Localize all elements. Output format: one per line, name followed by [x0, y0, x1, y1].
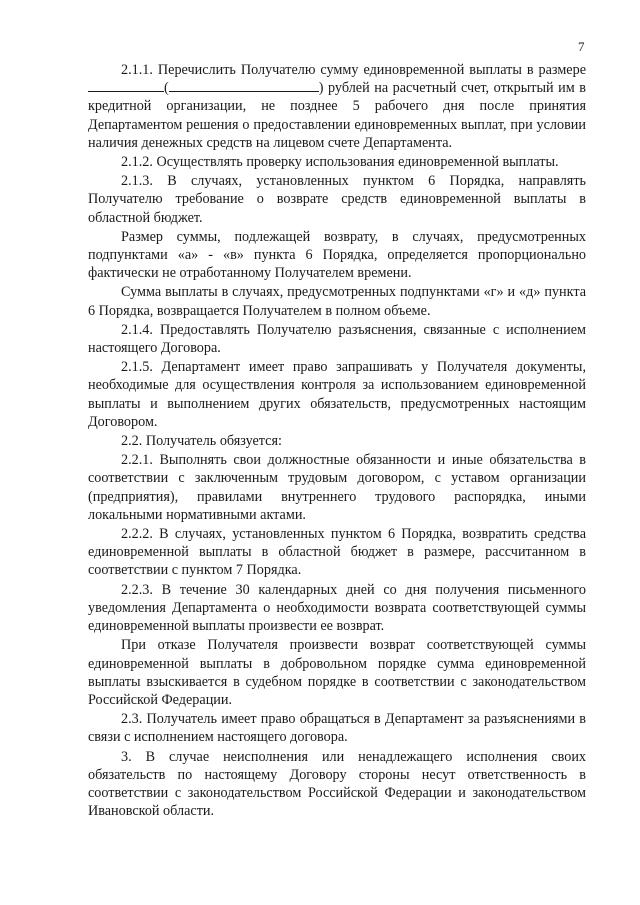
clause-2-2-3: 2.2.3. В течение 30 календарных дней со дня получения письменного уведомления Департамента о необходимости возврата соответствующей суммы единовременной выплаты произвести ее возврат. [88, 581, 586, 635]
clause-2-1-5: 2.1.5. Департамент имеет право запрашивать у Получателя документы, необходимые для осуществления контроля за использованием единовременной выплаты и выполнением других обязательств, предусмотренных настоящим Договором. [88, 359, 586, 430]
paragraph-refund-amount: Размер суммы, подлежащей возврату, в случаях, предусмотренных подпунктами «а» - «в» пункта 6 Порядка, определяется пропорционально фактически не отработанному Получателем времени. [88, 228, 586, 282]
clause-2-1-2: 2.1.2. Осуществлять проверку использования единовременной выплаты. [121, 154, 559, 171]
clause-2-1-1-open-paren: ( [164, 80, 169, 97]
document-body [88, 61, 586, 820]
paragraph-full-refund: Сумма выплаты в случаях, предусмотренных подпунктами «г» и «д» пункта 6 Порядка, возвращается Получателем в полном объеме. [88, 284, 586, 319]
clause-2-1-1 [88, 61, 586, 152]
clause-2-2: 2.2. Получатель обязуется: [121, 433, 282, 450]
clause-2-1-1-text-b: ) рублей на расчетный счет, открытый им в кредитной организации, не позднее 5 рабочего дня после принятия Департаментом решения о предоставлении единовременных выплат, при условии наличия денежных средств на лицевом счете Департамента. [88, 80, 586, 151]
clause-2-1-3: 2.1.3. В случаях, установленных пунктом 6 Порядка, направлять Получателю требование о возврате средств единовременной выплаты в областной бюджет. [88, 173, 586, 226]
clause-2-2-2: 2.2.2. В случаях, установленных пунктом 6 Порядка, возвратить средства единовременной выплаты в областной бюджет в размере, рассчитанном в соответствии с пунктом 7 Порядка. [88, 526, 586, 579]
paragraph-refusal: При отказе Получателя произвести возврат соответствующей суммы единовременной выплаты в добровольном порядке сумма единовременной выплаты взыскивается в судебном порядке в соответствии с законодательством Российской Федерации. [88, 637, 586, 708]
clause-2-1-4: 2.1.4. Предоставлять Получателю разъяснения, связанные с исполнением настоящего Договора. [88, 321, 586, 357]
clause-2-2-1: 2.2.1. Выполнять свои должностные обязанности и иные обязательства в соответствии с заключенным трудовым договором, с уставом организации (предприятия), правилами внутреннего трудового распорядка, иными локальными нормативными актами. [88, 452, 586, 523]
amount-blank-field [88, 79, 164, 92]
page-number: 7 [578, 39, 585, 54]
clause-2-3: 2.3. Получатель имеет право обращаться в Департамент за разъяснениями в связи с исполнением настоящего договора. [88, 711, 586, 746]
clause-2-1-1-text-a: 2.1.1. Перечислить Получателю сумму единовременной выплаты в размере [121, 62, 586, 78]
clause-3: 3. В случае неисполнения или ненадлежащего исполнения своих обязательств по настоящему Договору стороны несут ответственность в соответствии с законодательством Российской Федерации и законодательством Ивановской области. [88, 748, 586, 820]
amount-words-blank-field [169, 79, 319, 92]
